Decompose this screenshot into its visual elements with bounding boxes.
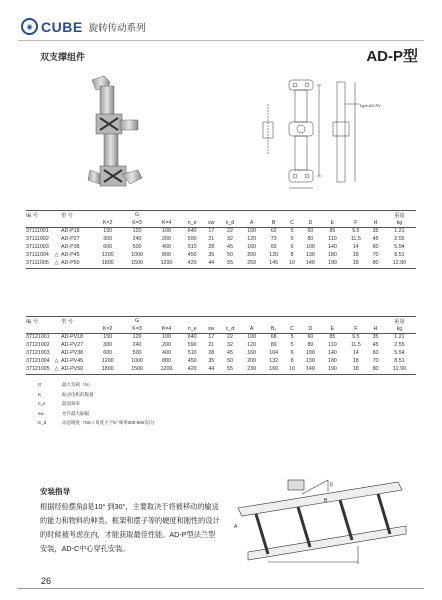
table-cell: 37121003 [26, 349, 50, 356]
install-title: 安装指导 [40, 487, 70, 496]
section-title: 双支撑组件 [40, 52, 86, 62]
table-cell: 35 [208, 357, 215, 364]
table-cell: 150 [103, 228, 113, 234]
table-cell: 1200 [101, 357, 114, 364]
col-header-a: A [241, 219, 263, 228]
table-cell: 37121005 [26, 366, 52, 374]
table-cell: 37121001 [26, 334, 50, 340]
col-header-cd: c_d [219, 325, 240, 334]
legend-symbol: G [38, 382, 42, 387]
technical-drawing [255, 74, 405, 196]
table-cell: 190 [321, 366, 343, 374]
table-cell: 400 [162, 349, 171, 356]
table-cell: 6 [290, 243, 294, 250]
table-cell: 80 [307, 341, 314, 348]
table-cell: 1800 [93, 260, 122, 268]
table-cell: 5 [290, 334, 294, 340]
col-header-cd: c_d [219, 219, 240, 228]
svg-text:β: β [330, 482, 333, 488]
table-cell: 130 [305, 251, 315, 258]
legend-symbol: C_d [38, 420, 47, 426]
drawing-type-label: Type AD-PV [359, 103, 381, 108]
table-cell: 500 [132, 349, 142, 356]
table-cell: 11.5 [350, 235, 361, 242]
page-number: 26 [41, 576, 52, 586]
table-cell: 6 [290, 349, 294, 356]
col-header-e: E [321, 325, 343, 334]
table-cell: 28 [208, 349, 215, 356]
table-cell: 18 [352, 357, 359, 364]
table-cell: 160 [247, 349, 257, 356]
table-cell: 420 [181, 366, 203, 374]
table-cell: 1500 [122, 260, 151, 268]
table-cell: 230 [241, 366, 263, 374]
table-cell: 12.90 [383, 366, 416, 374]
symbol-legend [38, 382, 155, 430]
col-header-kg: kg [383, 219, 416, 228]
table-cell: 22 [227, 228, 233, 234]
series-name: 旋转传动系列 [88, 22, 146, 34]
table-cell: 8.51 [394, 251, 405, 258]
col-header-k4: K=4 [152, 219, 181, 228]
table-cell: 500 [132, 243, 142, 250]
table-cell: 1000 [131, 251, 143, 258]
table-cell: 14 [352, 349, 359, 356]
col-header-sw: sw [203, 219, 219, 228]
legend-item [38, 411, 155, 421]
table-cell: 10 [285, 366, 300, 374]
table-cell: 1.21 [394, 334, 405, 340]
brand-name: CUBE [41, 18, 83, 35]
table-row [26, 260, 416, 268]
col-header-b1: B₁ [263, 325, 285, 334]
table-cell: 68 [270, 334, 277, 340]
table-cell: 60 [307, 334, 314, 340]
table-cell: 180 [328, 251, 337, 258]
col-header-f: F [343, 325, 368, 334]
table-cell: 110 [328, 341, 337, 348]
table-cell: 5.54 [394, 243, 405, 250]
table-cell: 140 [299, 366, 321, 374]
table-cell: AD-PV27 [61, 341, 84, 348]
legend-text: 动态刚度（Nm / 角度小于5° 频率300-600次/分 [62, 420, 155, 426]
table-cell: 240 [132, 235, 142, 242]
table-cell: 93 [270, 243, 277, 250]
table-cell: 73 [270, 235, 277, 242]
table-cell: 10 [285, 260, 300, 268]
table-cell: 37121002 [26, 341, 50, 348]
install-text: 根据经验摆角β是10° 到30°，主要取决于将被移动的输送的能力和物料的种类。框架和摆子等的硬度和刚性的设计的时候被考虑在内，才能获取最佳性能。AD-P型法兰型安装，AD-C中心穿孔安装。 [40, 502, 220, 553]
table-cell: AD-P38 [61, 243, 80, 250]
legend-text: 最高频率 [62, 401, 80, 407]
table-cell: 5 [290, 228, 294, 234]
table-cell: 120 [269, 251, 279, 258]
table-row [26, 244, 416, 252]
table-cell: AD-P45 [61, 251, 80, 258]
table-cell: 300 [103, 235, 113, 242]
table-cell: 110 [328, 235, 337, 242]
legend-symbol: K [38, 391, 42, 397]
table-cell: 35 [372, 334, 379, 340]
table-cell: 140 [299, 260, 321, 268]
table-cell: 600 [103, 349, 113, 356]
table-cell: 55 [219, 366, 240, 374]
col-header-k4: K=4 [152, 325, 181, 334]
table-cell: 600 [103, 243, 113, 250]
table-cell: 1200 [152, 260, 181, 268]
table-cell: 160 [247, 243, 257, 250]
legend-text: 允许最大振幅 [62, 410, 89, 416]
table-cell: 450 [187, 251, 197, 258]
table-cell: 800 [162, 251, 171, 258]
install-diagram [228, 476, 408, 568]
table-cell: 35 [372, 228, 379, 234]
table-cell: 80 [368, 260, 383, 268]
table-cell: 17 [208, 228, 215, 234]
table-cell: 37111004 [26, 251, 49, 258]
table-row [26, 358, 416, 366]
table-cell: 44 [203, 366, 219, 374]
col-header-c: C [285, 325, 300, 334]
table-cell: 240 [132, 341, 142, 348]
table-cell: 60 [372, 243, 379, 250]
table-row [26, 252, 416, 260]
table-cell: 18 [343, 366, 368, 374]
col-header-k2: K=2 [93, 325, 122, 334]
table-cell: 250 [241, 260, 263, 268]
col-header-model: 型 号 [61, 213, 74, 219]
table-cell: 420 [181, 260, 203, 268]
table-cell: 200 [247, 251, 257, 258]
model-title: AD-P型 [366, 48, 418, 65]
table-cell: 50 [227, 251, 233, 258]
spec-table-2 [26, 316, 416, 375]
table-cell [52, 342, 61, 350]
table-cell: 80 [307, 235, 314, 242]
legend-text: 最大负载（N） [62, 382, 93, 387]
legend-item [38, 401, 155, 411]
table-cell: 100 [247, 334, 257, 340]
table-cell: 640 [187, 334, 197, 340]
table-row [26, 350, 416, 358]
header-rule [18, 40, 424, 41]
table-cell: △ [52, 366, 61, 374]
product-photo [86, 74, 146, 198]
table-cell: 640 [187, 228, 197, 234]
table-cell: 45 [372, 235, 379, 242]
table-cell: 70 [372, 357, 379, 364]
col-header-code: 编 号 [26, 319, 39, 325]
col-header-k3: K=3 [122, 325, 151, 334]
legend-symbol: sw [38, 410, 44, 416]
table-cell: AD-PV50 [61, 366, 93, 374]
table-cell: 100 [247, 228, 257, 234]
table-cell: 120 [132, 334, 142, 340]
table-cell: 180 [328, 357, 337, 364]
table-cell: 9.5 [352, 228, 360, 234]
table-cell: 60 [372, 349, 379, 356]
table-cell: 37111005 [26, 260, 52, 268]
table-cell: 50 [227, 357, 233, 364]
table-cell: AD-P18 [61, 228, 80, 234]
table-cell: 37121004 [26, 357, 50, 364]
table-cell: 35 [208, 251, 215, 258]
col-header-c: C [285, 219, 300, 228]
table-cell: 14 [352, 243, 359, 250]
table-cell: 132 [269, 357, 279, 364]
table-cell: 60 [307, 228, 314, 234]
table-cell: 28 [208, 243, 215, 250]
table-cell: 2.55 [394, 235, 405, 242]
table-row [26, 342, 416, 350]
col-header-ne: n_e [181, 219, 203, 228]
table-cell: 104 [269, 349, 279, 356]
table-cell: 200 [162, 341, 171, 348]
table-cell: 37111001 [26, 228, 49, 234]
table-cell: 510 [187, 243, 197, 250]
table-row [26, 236, 416, 244]
col-header-d: D [299, 219, 321, 228]
col-header-e: E [321, 219, 343, 228]
table-cell: 32 [227, 341, 233, 348]
col-header-f: F [343, 219, 368, 228]
col-header-b: B [263, 219, 285, 228]
table-row [26, 366, 416, 374]
table-cell [52, 334, 61, 342]
table-cell: 300 [103, 341, 113, 348]
table-cell: 21 [208, 341, 215, 348]
table-cell [52, 350, 61, 358]
table-cell: 17 [208, 334, 215, 340]
table-cell: 200 [162, 235, 171, 242]
col-header-g: G [135, 318, 140, 324]
table-cell: AD-P27 [61, 235, 80, 242]
table-cell: 12.90 [383, 260, 416, 268]
table-cell [52, 244, 61, 252]
col-header-sw: sw [203, 325, 219, 334]
table-cell: 5.54 [394, 349, 405, 356]
svg-text:A: A [234, 524, 238, 530]
col-header-weight: 重量 [394, 213, 405, 219]
table-cell: 45 [372, 341, 379, 348]
table-cell: 37111003 [26, 243, 49, 250]
table-cell: 62 [270, 228, 277, 234]
table-cell: 160 [263, 366, 285, 374]
table-cell: 11.5 [350, 341, 361, 348]
table-cell: 590 [187, 235, 197, 242]
table-cell: 400 [162, 243, 171, 250]
brand-logo [21, 18, 146, 35]
col-header-h: H [368, 325, 383, 334]
table-cell: 32 [227, 235, 233, 242]
table-cell: 120 [247, 235, 257, 242]
table-row [26, 334, 416, 342]
table-cell: AD-PV18 [61, 334, 84, 340]
col-header-kg: kg [383, 325, 416, 334]
table-cell: 800 [162, 357, 171, 364]
table-cell: 120 [247, 341, 257, 348]
table-cell: 44 [203, 260, 219, 268]
col-header-k2: K=2 [93, 219, 122, 228]
table-cell [52, 236, 61, 244]
table-cell: 45 [227, 349, 233, 356]
table-cell: 1.21 [394, 228, 405, 234]
table-cell: 145 [263, 260, 285, 268]
table-cell: 450 [187, 357, 197, 364]
table-cell: 5 [290, 235, 294, 242]
table-cell: AD-PV45 [61, 357, 84, 364]
col-header-weight: 重量 [394, 319, 405, 325]
legend-item [38, 420, 155, 430]
table-cell: 21 [208, 235, 215, 242]
legend-symbol: n_e [38, 401, 46, 407]
table-cell: 8.51 [394, 357, 405, 364]
table-cell: 85 [329, 228, 336, 234]
table-cell: AD-PV38 [61, 349, 84, 356]
table-cell: 8 [290, 357, 294, 364]
table-cell: 80 [368, 366, 383, 374]
table-row [26, 228, 416, 236]
table-cell: 140 [328, 349, 337, 356]
table-cell: 1200 [101, 251, 114, 258]
legend-text: 振动电机的数量 [62, 391, 94, 397]
col-header-code: 编 号 [26, 213, 39, 219]
legend-item [38, 382, 155, 392]
table-cell: 18 [352, 251, 359, 258]
table-cell: △ [52, 260, 61, 268]
legend-item [38, 392, 155, 402]
footer-rule [18, 588, 424, 589]
table-cell: 100 [162, 334, 171, 340]
col-header-d: D [299, 325, 321, 334]
table-cell: 9.5 [352, 334, 360, 340]
table-cell: 150 [103, 334, 113, 340]
table-cell: 2.55 [394, 341, 405, 348]
table-cell: 5 [290, 341, 294, 348]
table-cell: 590 [187, 341, 197, 348]
svg-text:B: B [324, 498, 328, 504]
table-cell [52, 228, 61, 236]
table-cell: 1200 [152, 366, 181, 374]
col-header-model: 型 号 [61, 319, 74, 325]
table-cell: 85 [329, 334, 336, 340]
table-cell: 18 [343, 260, 368, 268]
table-cell: 140 [328, 243, 337, 250]
table-cell: 22 [227, 334, 233, 340]
spec-table-1 [26, 210, 416, 269]
table-cell: △ [54, 251, 59, 258]
table-cell: 70 [372, 251, 379, 258]
table-cell: 510 [187, 349, 197, 356]
table-cell: 120 [132, 228, 142, 234]
col-header-g: G [135, 212, 140, 218]
table-cell: 100 [305, 243, 315, 250]
table-cell: 1500 [122, 366, 151, 374]
table-cell: 80 [270, 341, 277, 348]
table-cell: 100 [162, 228, 171, 234]
table-cell: 1000 [131, 357, 143, 364]
table-cell: 100 [305, 349, 315, 356]
table-cell: △ [54, 357, 59, 364]
col-header-a: A [241, 325, 263, 334]
table-cell: 37111002 [26, 235, 49, 242]
table-cell: 1800 [93, 366, 122, 374]
table-cell: 55 [219, 260, 240, 268]
cube-logo-icon: ◉ [21, 18, 38, 35]
table-cell: 190 [321, 260, 343, 268]
table-cell: 200 [247, 357, 257, 364]
col-header-ne: n_e [181, 325, 203, 334]
table-cell: 45 [227, 243, 233, 250]
table-cell: 130 [305, 357, 315, 364]
col-header-h: H [368, 219, 383, 228]
table-cell: AD-P50 [61, 260, 93, 268]
table-cell: 8 [290, 251, 294, 258]
col-header-k3: K=3 [122, 219, 151, 228]
